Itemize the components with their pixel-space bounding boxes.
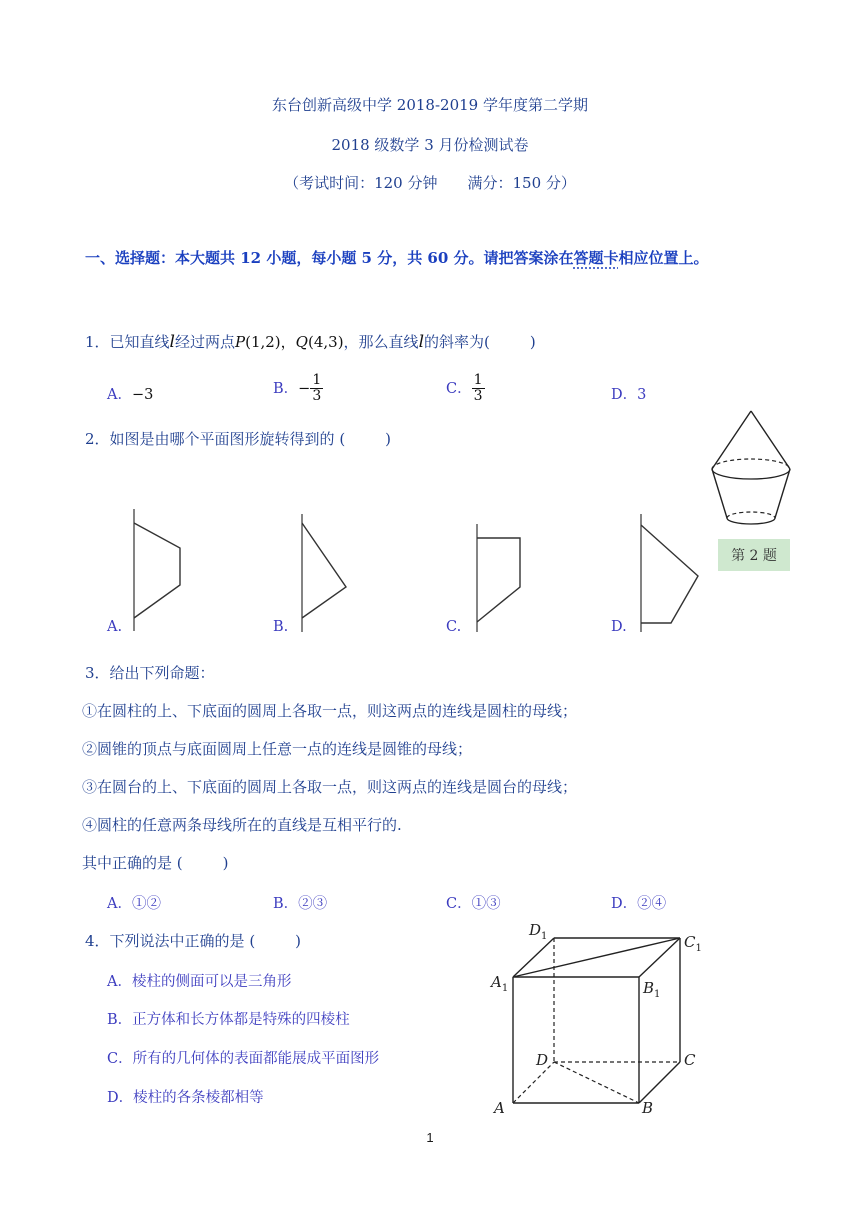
q2-solid-figure <box>700 405 800 535</box>
section-heading-suffix: 相应位置上。 <box>618 249 709 267</box>
q1-option-c-fraction <box>472 373 485 405</box>
q3-option-c[interactable]: C．①③ <box>446 896 501 912</box>
q3-ask <box>82 852 228 873</box>
q2-stem-text: 2．如图是由哪个平面图形旋转得到的 ( <box>85 430 346 448</box>
q4-cube-figure <box>485 915 710 1120</box>
question-4-stem <box>85 930 301 951</box>
q1-text-e: ) <box>529 333 536 351</box>
q1-option-c-denominator: 3 <box>473 388 483 405</box>
label-b: B <box>642 1099 654 1117</box>
q1-option-a-value: −3 <box>131 387 154 403</box>
q1-option-b-fraction <box>310 373 323 405</box>
q3-statement-1: ①在圆柱的上、下底面的圆周上各取一点，则这两点的连线是圆柱的母线； <box>82 702 578 720</box>
q3-statement-2: ②圆锥的顶点与底面圆周上任意一点的连线是圆锥的母线； <box>82 740 473 758</box>
q3-ask-text: 其中正确的是 ( <box>82 854 183 872</box>
q1-point-p: P <box>235 333 246 351</box>
section-heading <box>85 247 709 268</box>
q2-stem-close: ) <box>385 430 392 448</box>
q4-option-c[interactable]: C．所有的几何体的表面都能展成平面图形 <box>107 1051 380 1067</box>
q2-option-d[interactable]: D. <box>611 619 627 635</box>
label-a1: $A_1$ <box>491 973 509 994</box>
exam-info: （考试时间：120 分钟 满分：150 分） <box>284 174 576 192</box>
section-heading-emphasis: 答题卡 <box>573 249 619 267</box>
q1-option-b-label: B． <box>273 380 299 397</box>
q1-point-q: Q <box>295 333 308 351</box>
q2-option-c-shape <box>465 522 535 635</box>
q3-option-b[interactable]: B．②③ <box>273 896 328 912</box>
q3-ask-close: ) <box>222 854 229 872</box>
q1-point-p-coords: (1,2) <box>245 333 281 351</box>
q3-statement-3: ③在圆台的上、下底面的圆周上各取一点，则这两点的连线是圆台的母线； <box>82 778 578 796</box>
q2-option-b[interactable]: B. <box>273 619 289 635</box>
q1-option-b-denominator: 3 <box>312 388 322 405</box>
label-d1: $D_1$ <box>529 921 548 942</box>
q4-option-a[interactable]: A．棱柱的侧面可以是三角形 <box>107 974 292 990</box>
label-b1: $B_1$ <box>643 979 661 1000</box>
q2-option-b-shape <box>290 510 360 635</box>
question-2-stem <box>85 428 391 449</box>
q1-option-a[interactable] <box>107 383 153 404</box>
q1-option-b-sign: − <box>298 380 311 397</box>
q1-text-d: 的斜率为( <box>424 333 490 351</box>
q2-option-d-shape <box>628 512 708 635</box>
q1-point-q-coords: (4,3) <box>307 333 344 351</box>
page-number: 1 <box>426 1130 434 1145</box>
q1-line-symbol: l <box>169 332 175 352</box>
q1-text-a: 1．已知直线 <box>85 333 170 351</box>
q1-option-c-numerator: 1 <box>473 372 483 388</box>
q2-option-a[interactable]: A. <box>107 619 123 635</box>
exam-title: 东台创新高级中学 2018-2019 学年度第二学期 <box>272 96 588 114</box>
q1-sep: ， <box>280 333 296 351</box>
q1-text-c: ，那么直线 <box>343 333 419 351</box>
q1-option-c[interactable] <box>446 373 485 405</box>
q1-text-b: 经过两点 <box>174 333 235 351</box>
q1-option-b[interactable] <box>273 373 323 405</box>
label-c1: $C_1$ <box>684 933 702 954</box>
q4-stem-text: 4．下列说法中正确的是 ( <box>85 932 256 950</box>
q4-option-b[interactable]: B．正方体和长方体都是特殊的四棱柱 <box>107 1012 350 1028</box>
q1-option-c-label: C． <box>446 380 472 397</box>
q1-option-b-numerator: 1 <box>312 372 322 388</box>
q3-option-a[interactable]: A．①② <box>107 896 161 912</box>
q3-option-d[interactable]: D．②④ <box>611 896 667 912</box>
q4-stem-close: ) <box>295 932 302 950</box>
section-heading-prefix: 一、选择题：本大题共 12 小题，每小题 5 分，共 60 分。请把答案涂在 <box>85 249 574 267</box>
label-c: C <box>684 1051 696 1069</box>
q4-option-d[interactable]: D．棱柱的各条棱都相等 <box>107 1090 264 1106</box>
q1-option-a-label: A． <box>107 387 132 403</box>
label-d: D <box>536 1051 549 1069</box>
q1-line-symbol-2: l <box>418 332 424 352</box>
q2-option-c[interactable]: C. <box>446 619 462 635</box>
q2-option-a-shape <box>120 505 190 635</box>
question-3-stem: 3．给出下列命题： <box>85 664 215 682</box>
label-a: A <box>494 1099 505 1117</box>
q3-statement-4: ④圆柱的任意两条母线所在的直线是互相平行的. <box>82 816 402 834</box>
exam-subtitle: 2018 级数学 3 月份检测试卷 <box>331 136 529 154</box>
q2-figure-tag: 第 2 题 <box>718 539 790 571</box>
question-1-stem <box>85 331 536 352</box>
q1-option-d[interactable]: D．3 <box>611 387 647 403</box>
